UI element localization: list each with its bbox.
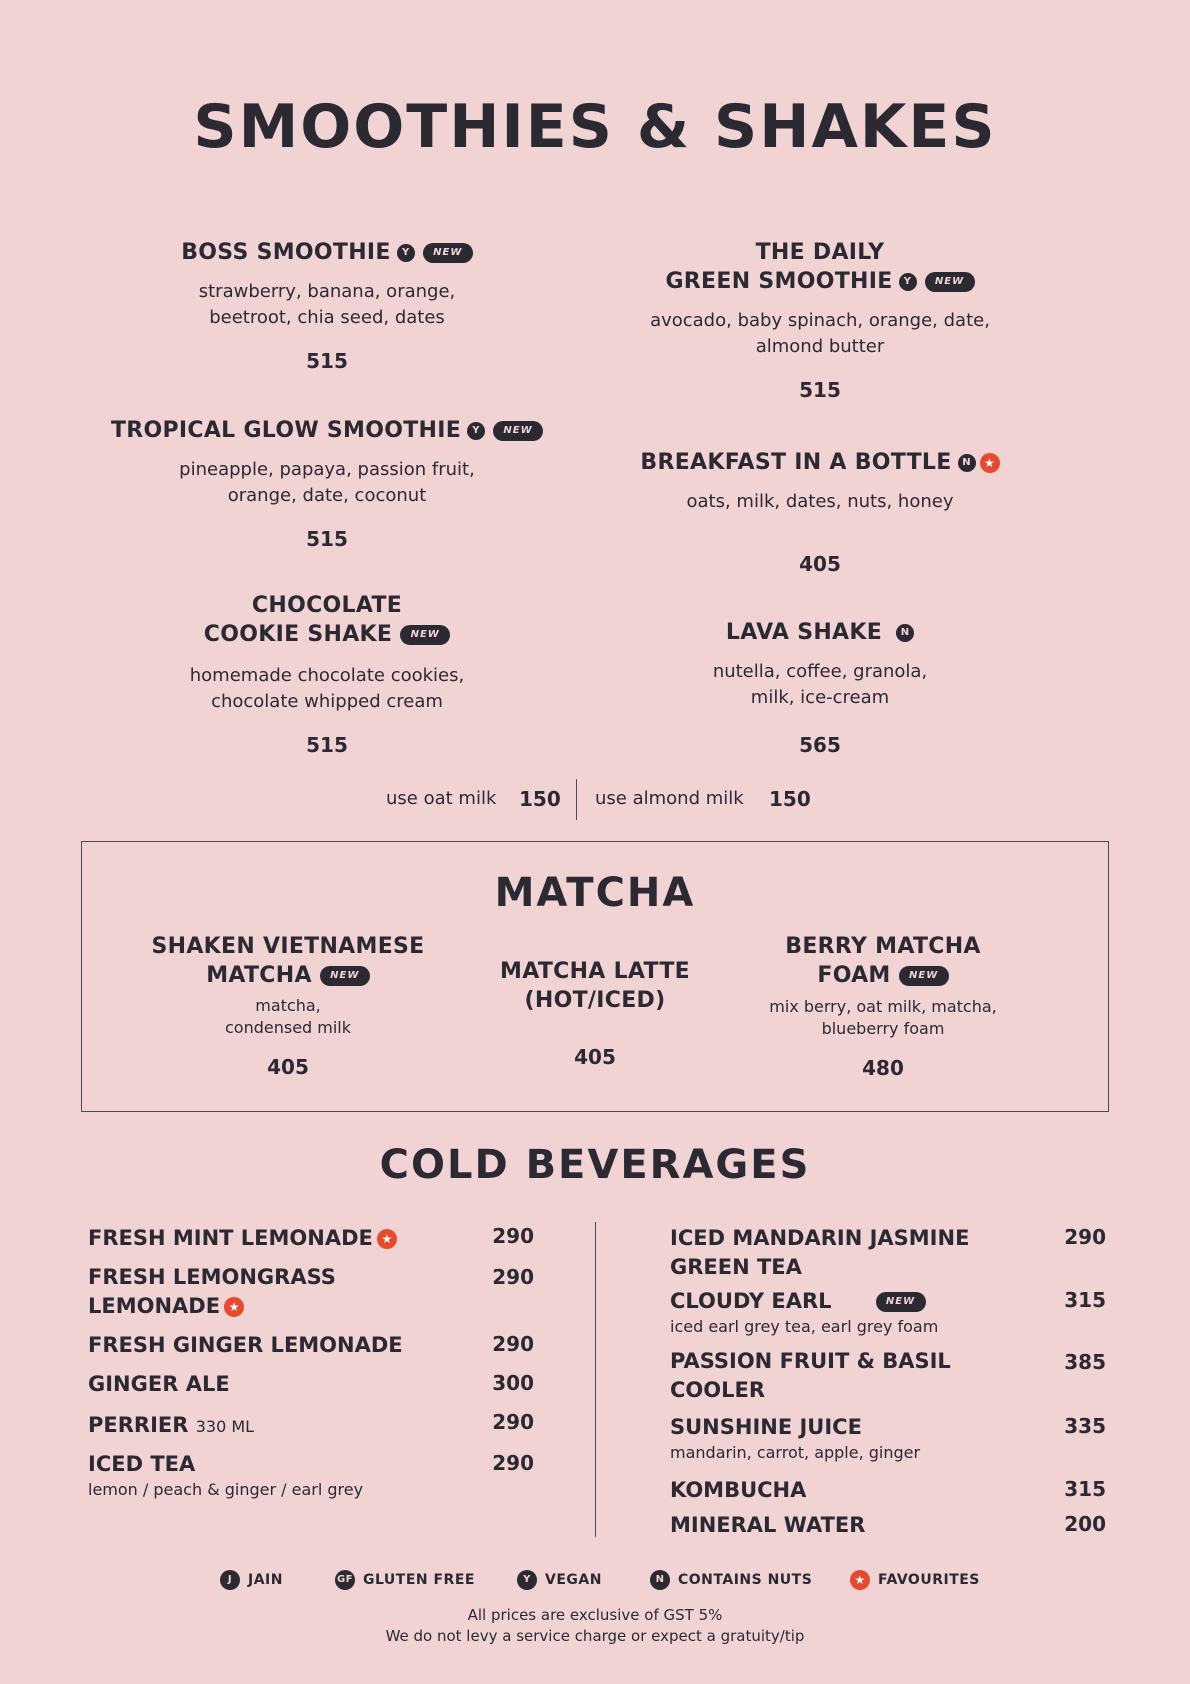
item-desc: chocolate whipped cream <box>211 691 443 712</box>
item-name: FRESH LEMONGRASS <box>88 1265 336 1289</box>
item-desc: homemade chocolate cookies, <box>189 665 465 686</box>
item-desc: mix berry, oat milk, matcha, <box>769 997 997 1016</box>
legend-label: FAVOURITES <box>878 1572 980 1588</box>
item-desc: pineapple, papaya, passion fruit, <box>179 459 475 480</box>
item-name: LAVA SHAKE <box>725 620 883 645</box>
item-name: BOSS SMOOTHIE <box>181 240 391 265</box>
item-name: COOLER <box>670 1378 766 1402</box>
legend-label: JAIN <box>248 1572 283 1588</box>
menu-item-daily-green-smoothie <box>570 238 1070 402</box>
legend-favourites <box>850 1570 980 1590</box>
menu-item-ginger-ale <box>88 1370 230 1399</box>
item-name: MATCHA LATTE <box>500 959 690 984</box>
jain-icon: J <box>220 1570 240 1590</box>
item-name: MATCHA <box>206 963 312 988</box>
item-name: MINERAL WATER <box>670 1513 866 1537</box>
item-price: 290 <box>492 1451 534 1475</box>
item-price: 405 <box>574 1045 616 1069</box>
new-badge: NEW <box>320 966 370 986</box>
menu-item-passion-fruit-basil-cooler <box>670 1347 951 1405</box>
item-price: 515 <box>306 349 348 373</box>
item-desc: iced earl grey tea, earl grey foam <box>670 1317 939 1336</box>
item-price: 290 <box>492 1265 534 1289</box>
new-badge: NEW <box>493 421 543 441</box>
new-badge: NEW <box>876 1292 926 1312</box>
menu-item-lava-shake <box>570 618 1070 757</box>
divider <box>595 1222 596 1537</box>
menu-item-kombucha <box>670 1476 806 1505</box>
menu-item-cloudy-earl <box>670 1287 938 1338</box>
legend-label: CONTAINS NUTS <box>678 1572 813 1588</box>
menu-item-mineral-water <box>670 1511 865 1540</box>
item-desc: orange, date, coconut <box>227 485 427 506</box>
item-price: 315 <box>1064 1288 1106 1312</box>
item-desc: strawberry, banana, orange, <box>198 281 456 302</box>
item-name: GINGER ALE <box>88 1372 230 1396</box>
menu-item-berry-matcha-foam <box>733 932 1033 1080</box>
item-price: 290 <box>492 1332 534 1356</box>
item-name: THE DAILY <box>755 240 885 265</box>
nuts-icon: N <box>896 624 914 642</box>
item-desc: matcha, <box>255 996 321 1015</box>
star-icon: ★ <box>850 1570 870 1590</box>
item-price: 515 <box>799 378 841 402</box>
star-icon: ★ <box>980 453 1000 473</box>
item-desc: avocado, baby spinach, orange, date, <box>650 310 990 331</box>
vegan-icon: Y <box>397 244 415 262</box>
divider <box>576 779 577 820</box>
menu-item-perrier <box>88 1411 254 1441</box>
oat-milk-price: 150 <box>519 787 561 811</box>
item-name: ICED TEA <box>88 1452 196 1476</box>
item-size: 330 ML <box>195 1417 255 1436</box>
item-name: LEMONADE <box>88 1294 221 1318</box>
oat-milk-label: use oat milk <box>386 788 497 809</box>
menu-item-shaken-vietnamese-matcha <box>138 932 438 1079</box>
menu-item-fresh-mint-lemonade <box>88 1224 397 1253</box>
item-price: 405 <box>267 1055 309 1079</box>
item-name: SUNSHINE JUICE <box>670 1415 862 1439</box>
legend-label: VEGAN <box>545 1572 602 1588</box>
new-badge: NEW <box>400 625 450 645</box>
footer-service-note: We do not levy a service charge or expect a gratuity/tip <box>385 1627 805 1645</box>
star-icon: ★ <box>224 1297 244 1317</box>
menu-item-chocolate-cookie-shake <box>77 591 577 757</box>
item-desc: blueberry foam <box>821 1019 945 1038</box>
nuts-icon: N <box>958 454 976 472</box>
vegan-icon: Y <box>517 1570 537 1590</box>
menu-item-fresh-ginger-lemonade <box>88 1331 403 1360</box>
item-price: 300 <box>492 1371 534 1395</box>
almond-milk-price: 150 <box>769 787 811 811</box>
legend-gluten-free <box>335 1570 475 1590</box>
star-icon: ★ <box>377 1229 397 1249</box>
item-price: 335 <box>1064 1414 1106 1438</box>
item-price: 515 <box>306 733 348 757</box>
item-name: (HOT/ICED) <box>524 988 666 1013</box>
page-title: SMOOTHIES & SHAKES <box>193 92 997 162</box>
item-name: GREEN SMOOTHIE <box>665 269 893 294</box>
item-price: 315 <box>1064 1477 1106 1501</box>
item-desc: nutella, coffee, granola, <box>712 661 928 682</box>
item-name: PERRIER <box>88 1413 189 1437</box>
menu-item-tropical-glow <box>77 416 577 551</box>
menu-item-iced-tea <box>88 1450 363 1501</box>
menu-item-sunshine-juice <box>670 1413 920 1464</box>
item-desc: condensed milk <box>224 1018 352 1037</box>
menu-item-matcha-latte <box>445 957 745 1069</box>
item-name: CLOUDY EARL <box>670 1289 832 1313</box>
item-desc: beetroot, chia seed, dates <box>209 307 445 328</box>
item-price: 405 <box>799 552 841 576</box>
item-name: FOAM <box>817 963 891 988</box>
item-name: PASSION FRUIT & BASIL <box>670 1349 951 1373</box>
new-badge: NEW <box>423 243 473 263</box>
item-desc: oats, milk, dates, nuts, honey <box>686 491 954 512</box>
item-desc: almond butter <box>755 336 885 357</box>
vegan-icon: Y <box>899 273 917 291</box>
item-name: CHOCOLATE <box>251 593 403 618</box>
item-price: 565 <box>799 733 841 757</box>
item-desc: lemon / peach & ginger / earl grey <box>88 1480 364 1499</box>
menu-item-boss-smoothie <box>77 238 577 373</box>
nuts-icon: N <box>650 1570 670 1590</box>
item-name: GREEN TEA <box>670 1255 802 1279</box>
item-name: SHAKEN VIETNAMESE <box>151 934 425 959</box>
item-price: 290 <box>492 1224 534 1248</box>
menu-item-fresh-lemongrass-lemonade <box>88 1263 336 1321</box>
item-price: 290 <box>492 1410 534 1434</box>
legend-vegan <box>517 1570 602 1590</box>
menu-item-iced-mandarin-jasmine-green-tea <box>670 1224 969 1282</box>
item-name: KOMBUCHA <box>670 1478 807 1502</box>
item-price: 515 <box>306 527 348 551</box>
section-title-cold-beverages: COLD BEVERAGES <box>379 1142 811 1188</box>
legend-contains-nuts <box>650 1570 812 1590</box>
item-name: COOKIE SHAKE <box>203 622 393 647</box>
section-title-matcha: MATCHA <box>494 870 696 916</box>
item-price: 200 <box>1064 1512 1106 1536</box>
item-price: 290 <box>1064 1225 1106 1249</box>
item-desc: mandarin, carrot, apple, ginger <box>670 1443 921 1462</box>
vegan-icon: Y <box>467 422 485 440</box>
footer-gst-note: All prices are exclusive of GST 5% <box>467 1606 723 1624</box>
item-name: FRESH GINGER LEMONADE <box>88 1333 403 1357</box>
item-name: FRESH MINT LEMONADE <box>88 1226 373 1250</box>
new-badge: NEW <box>925 272 975 292</box>
legend-jain <box>220 1570 283 1590</box>
legend-label: GLUTEN FREE <box>363 1572 475 1588</box>
new-badge: NEW <box>899 966 949 986</box>
item-desc: milk, ice-cream <box>750 687 890 708</box>
item-name: BERRY MATCHA <box>785 934 981 959</box>
item-name: ICED MANDARIN JASMINE <box>670 1226 970 1250</box>
item-name: BREAKFAST IN A BOTTLE <box>640 450 952 475</box>
item-price: 385 <box>1064 1350 1106 1374</box>
gluten-free-icon: GF <box>335 1570 355 1590</box>
menu-item-breakfast-in-a-bottle <box>570 448 1070 576</box>
item-price: 480 <box>862 1056 904 1080</box>
item-name: TROPICAL GLOW SMOOTHIE <box>110 418 462 443</box>
almond-milk-label: use almond milk <box>595 788 744 809</box>
